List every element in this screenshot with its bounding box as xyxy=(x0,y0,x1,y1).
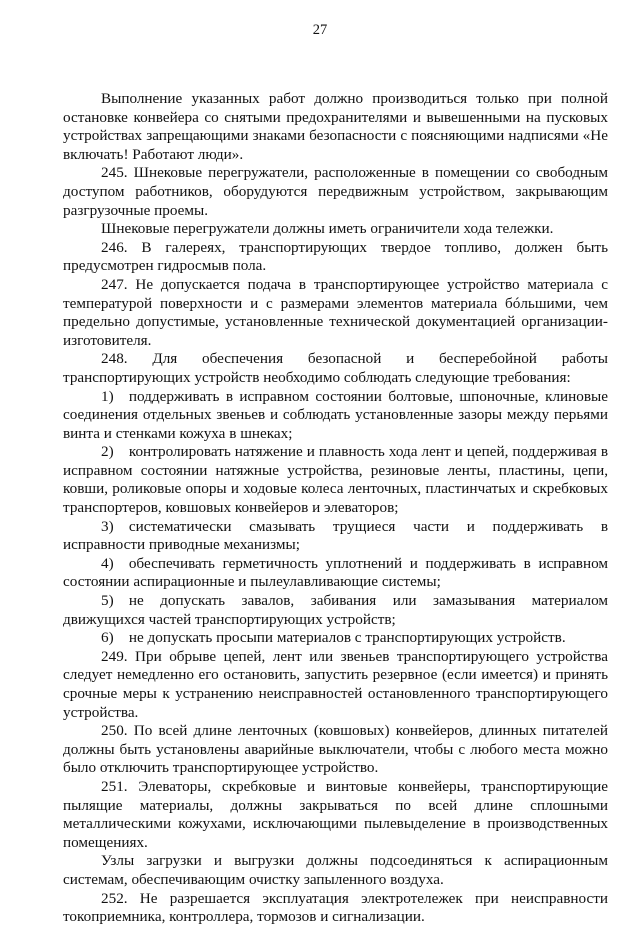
list-item-3: 3) систематически смазывать трущиеся части и поддерживать в исправности приводные механизмы; xyxy=(63,517,608,554)
document-body xyxy=(63,90,608,927)
paragraph-251-note: Узлы загрузки и выгрузки должны подсоединяться к аспирационным системам, обеспечивающим очистку запыленного воздуха. xyxy=(63,852,608,888)
paragraph-248: 248. Для обеспечения безопасной и бесперебойной работы транспортирующих устройств необходимо соблюдать следующие требования: xyxy=(63,350,608,386)
paragraph-250: 250. По всей длине ленточных (ковшовых) конвейеров, длинных питателей должны быть установлены аварийные выключатели, чтобы с любого места можно было отключить транспортирующее устройство. xyxy=(63,722,608,777)
paragraph-252: 252. Не разрешается эксплуатация электротележек при неисправности токоприемника, контроллера, тормозов и сигнализации. xyxy=(63,889,608,926)
paragraph-244-continuation: Выполнение указанных работ должно производиться только при полной остановке конвейера со снятыми предохранителями и вывешенными на пусковых устройствах запрещающими знаками безопасности с поясняющими надписями «Не включать! Работают люди». xyxy=(63,90,608,163)
paragraph-249: 249. При обрыве цепей, лент или звеньев транспортирующего устройства следует немедленно его остановить, запустить резервное (если имеется) и принять срочные меры к устранению неисправностей остановленного транспортирующего устройства. xyxy=(63,647,608,721)
paragraph-246: 246. В галереях, транспортирующих твердое топливо, должен быть предусмотрен гидросмыв пола. xyxy=(63,238,608,275)
paragraph-247: 247. Не допускается подача в транспортирующее устройство материала с температурой поверхности и с размерами элементов материала бóльшими, чем предельно допустимые, установленные технической документацией организации-изготовителя. xyxy=(63,275,608,349)
paragraph-245: 245. Шнековые перегружатели, расположенные в помещении со свободным доступом работников, оборудуются передвижным устройством, закрывающим разгрузочные проемы. xyxy=(63,164,608,219)
paragraph-251: 251. Элеваторы, скребковые и винтовые конвейеры, транспортирующие пылящие материалы, должны закрываться по всей длине сплошными металлическими кожухами, исключающими пылевыделение в производственных помещениях. xyxy=(63,777,608,851)
paragraph-245-note: Шнековые перегружатели должны иметь ограничители хода тележки. xyxy=(101,220,554,238)
page-number: 27 xyxy=(312,22,328,38)
list-item-5: 5) не допускать завалов, забивания или замазывания материалом движущихся частей транспортирующих устройств; xyxy=(63,592,608,628)
list-item-6: 6) не допускать просыпи материалов с транспортирующих устройств. xyxy=(101,629,566,647)
list-item-2: 2) контролировать натяжение и плавность хода лент и цепей, поддерживая в исправном состоянии натяжные устройства, резиновые ленты, пластины, цепи, ковши, роликовые опоры и ходовые колеса ленточных, пластинчатых и скребковых транспортеров, ковшовых конвейеров и элеваторов; xyxy=(63,443,608,517)
list-item-4: 4) обеспечивать герметичность уплотнений и поддерживать в исправном состоянии аспирационные и пылеулавливающие системы; xyxy=(63,554,608,591)
list-item-1: 1) поддерживать в исправном состоянии болтовые, шпоночные, клиновые соединения отдельных звеньев и соблюдать установленные зазоры между перьями винта и стенками кожуха в шнеках; xyxy=(63,387,608,442)
